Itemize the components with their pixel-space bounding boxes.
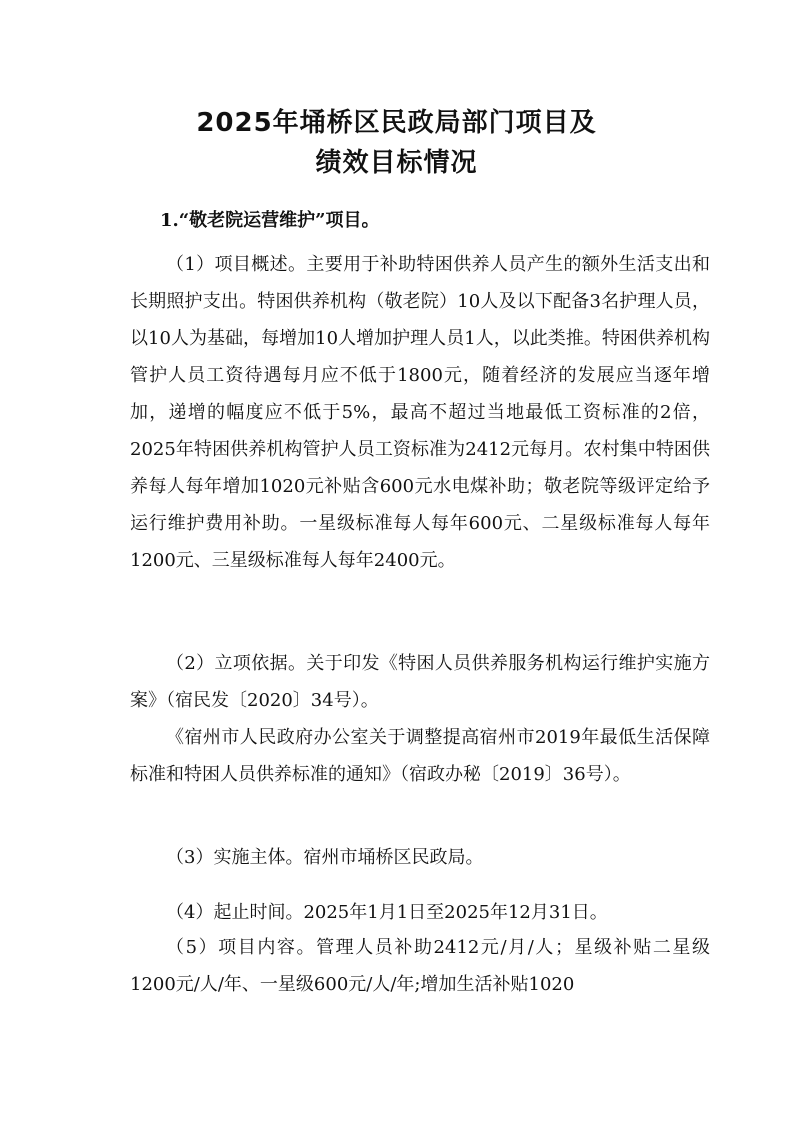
paragraph-project-content: （5）项目内容。管理人员补助2412元/月/人；星级补贴二星级1200元/人/年、一星级600元/人/年;增加生活补贴1020 bbox=[130, 937, 710, 995]
document-title-line-1: 2025年埇桥区民政局部门项目及 bbox=[196, 108, 597, 138]
paragraph-notice-reference: 《宿州市人民政府办公室关于调整提高宿州市2019年最低生活保障标准和特困人员供养标准的通知》（宿政办秘〔2019〕36号）。 bbox=[130, 727, 710, 785]
document-title-line-2: 绩效目标情况 bbox=[315, 148, 478, 178]
section-heading: 1.“敬老院运营维护”项目。 bbox=[160, 210, 380, 231]
paragraph-project-overview: （1）项目概述。主要用于补助特困供养人员产生的额外生活支出和长期照护支出。特困供养机构（敬老院）10人及以下配备3名护理人员，以10人为基础，每增加10人增加护理人员1人，以此类推。特困供养机构管护人员工资待遇每月应不低于1800元，随着经济的发展应当逐年增加，递增的幅度应不低于5%，最高不超过当地最低工资标准的2倍，2025年特困供养机构管护人员工资标准为2412元每月。农村集中特困供养每人每年增加1020元补贴含600元水电煤补助；敬老院等级评定给予运行维护费用补助。一星级标准每人每年600元、二星级标准每人每年1200元、三星级标准每人每年2400元。 bbox=[130, 254, 710, 571]
paragraph-implementing-body: （3）实施主体。宿州市埇桥区民政局。 bbox=[166, 847, 484, 868]
paragraph-project-basis: （2）立项依据。关于印发《特困人员供养服务机构运行维护实施方案》（宿民发〔2020〕34号）。 bbox=[130, 653, 710, 711]
paragraph-time-period: （4）起止时间。2025年1月1日至2025年12月31日。 bbox=[166, 902, 608, 923]
